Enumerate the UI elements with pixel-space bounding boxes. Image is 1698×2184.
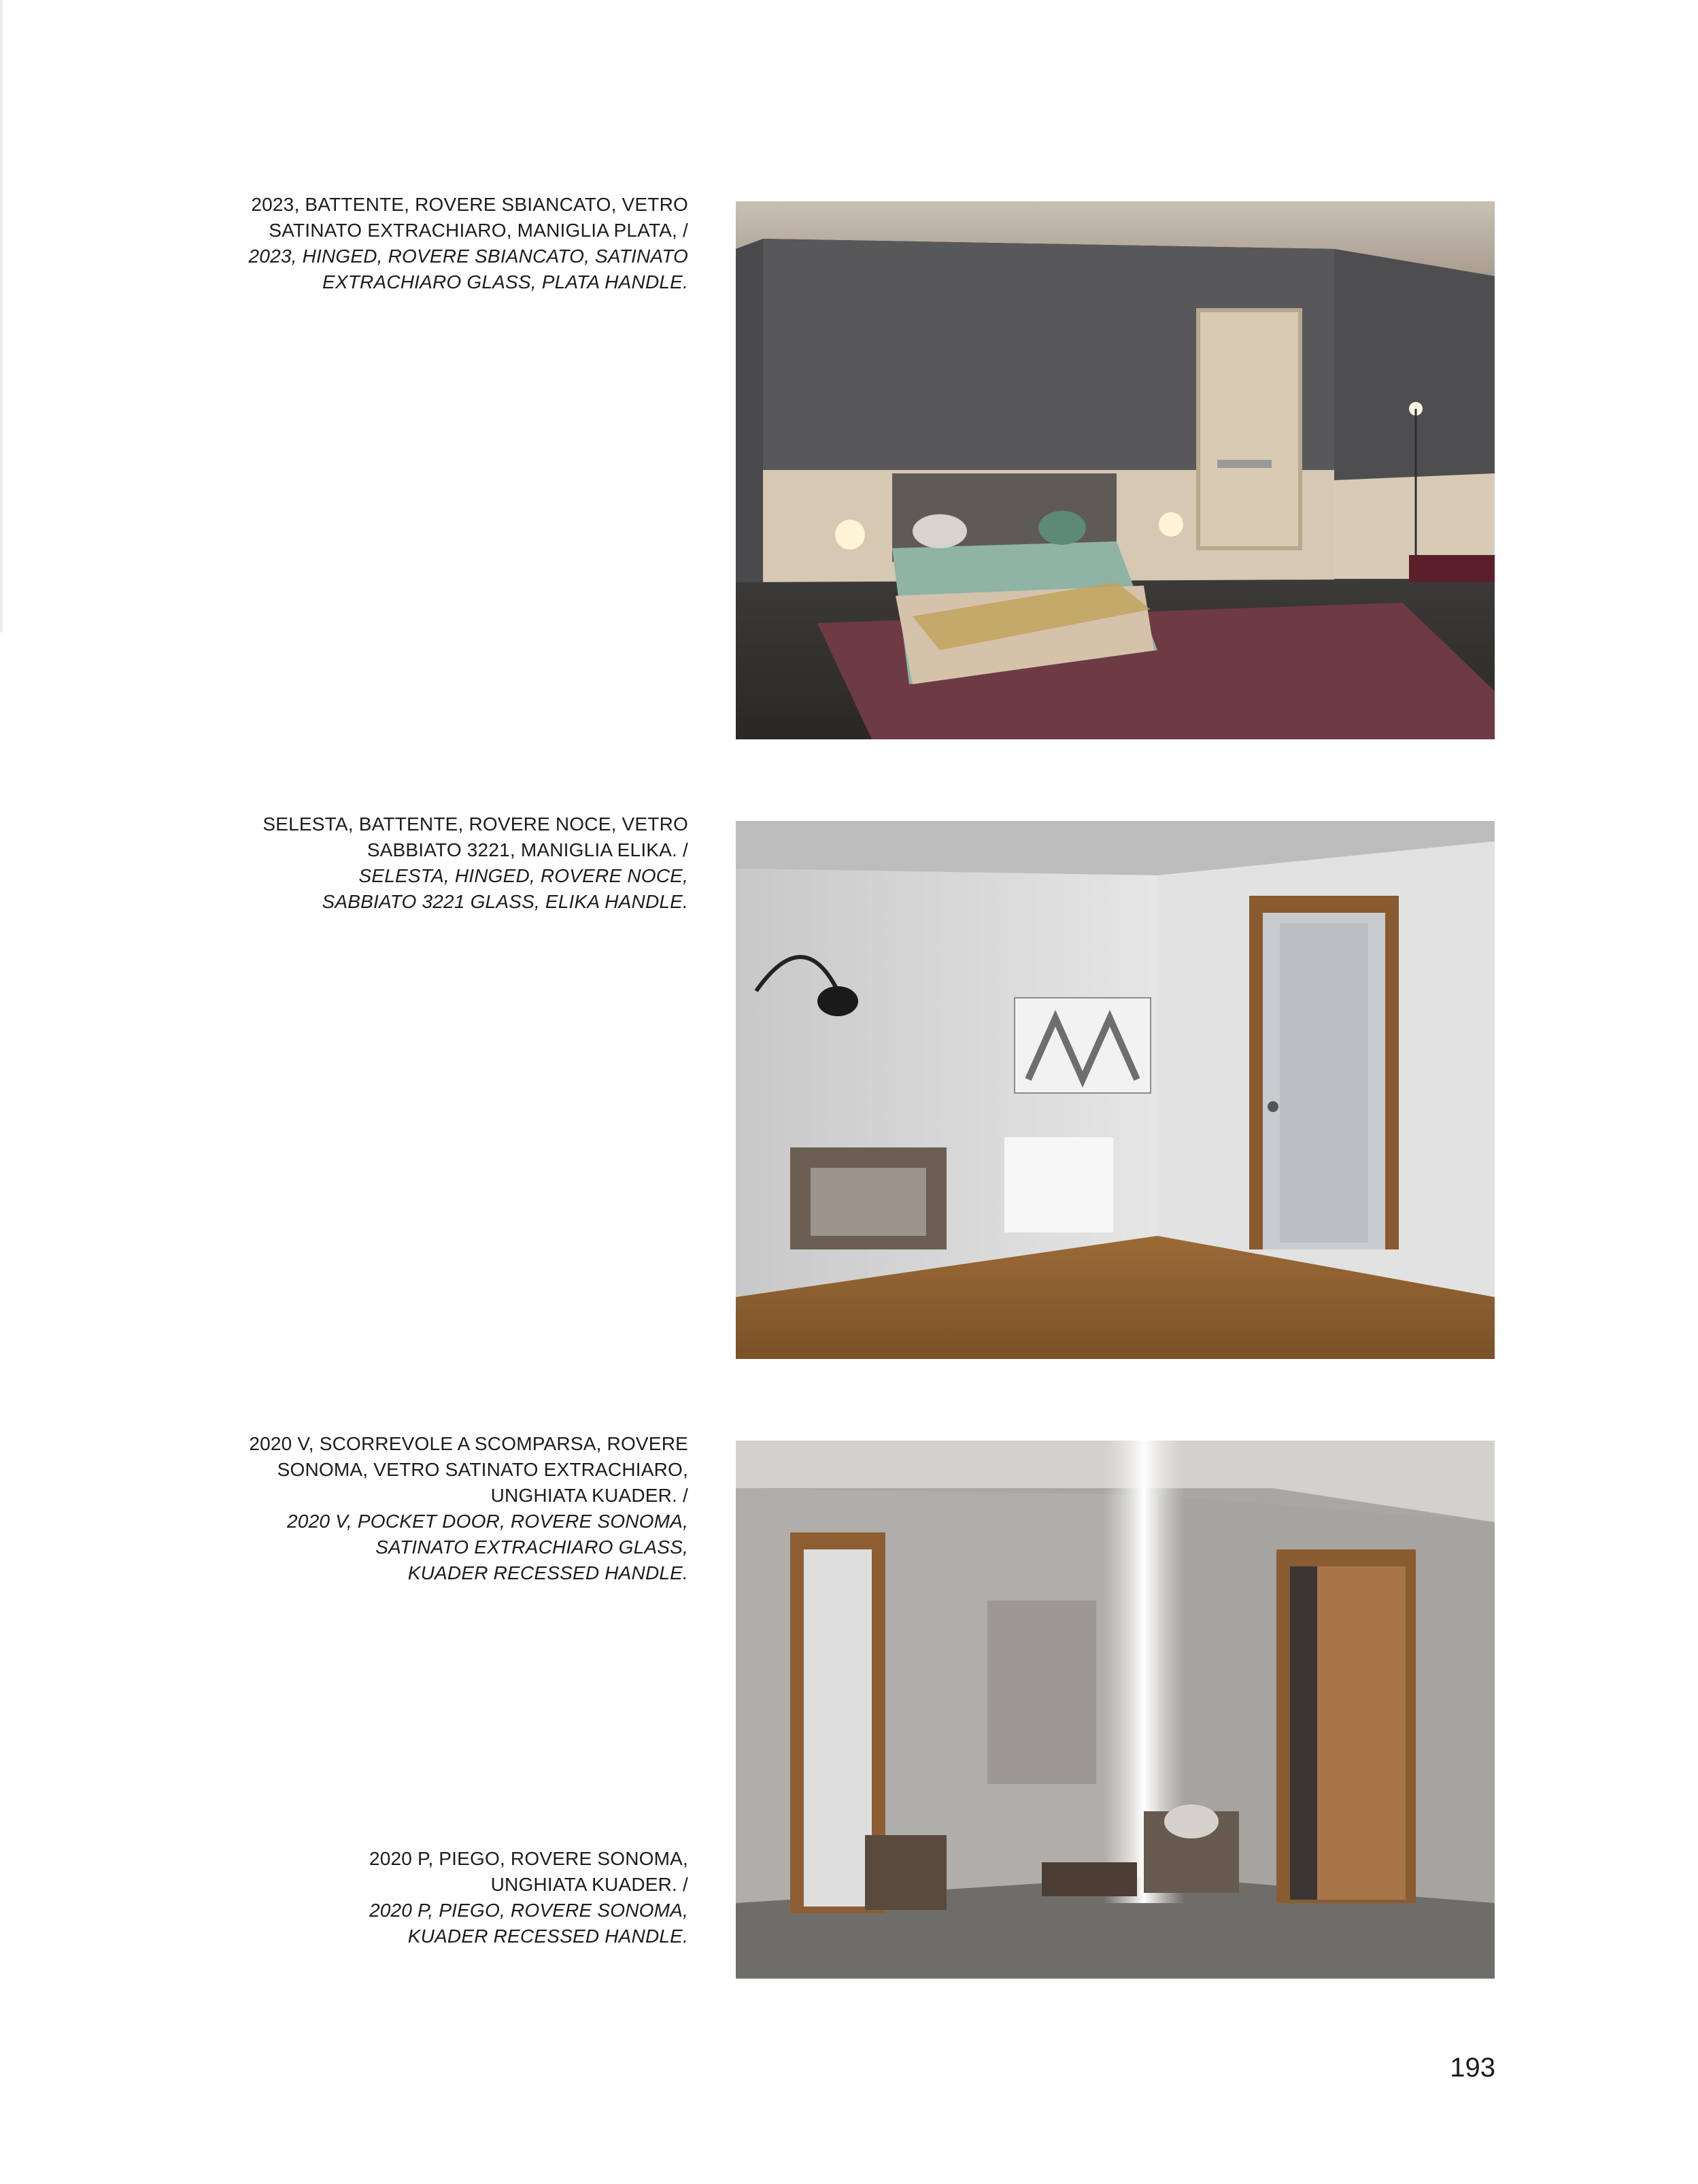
caption-line-english: SATINATO EXTRACHIARO GLASS, [375, 1536, 688, 1558]
caption-line: 2023, BATTENTE, ROVERE SBIANCATO, VETRO [251, 194, 688, 215]
caption-line: SELESTA, BATTENTE, ROVERE NOCE, VETRO [262, 813, 688, 835]
caption-line-english: SELESTA, HINGED, ROVERE NOCE, [358, 865, 688, 886]
bedroom-photo [736, 201, 1495, 739]
living-room-photo [736, 821, 1495, 1359]
caption-2020v-pocket-door [76, 1431, 688, 1586]
page-number: 193 [1450, 2053, 1495, 2083]
caption-line-english: SABBIATO 3221 GLASS, ELIKA HANDLE. [322, 891, 688, 912]
caption-line-english: 2023, HINGED, ROVERE SBIANCATO, SATINATO [248, 246, 688, 267]
caption-line: 2020 P, PIEGO, ROVERE SONOMA, [369, 1848, 688, 1869]
caption-2023-hinged [76, 192, 688, 295]
hallway-photo [736, 1441, 1495, 1979]
caption-line: SONOMA, VETRO SATINATO EXTRACHIARO, [277, 1459, 688, 1480]
caption-line: SABBIATO 3221, MANIGLIA ELIKA. / [367, 839, 688, 860]
caption-line-english: KUADER RECESSED HANDLE. [407, 1926, 688, 1947]
caption-line-english: KUADER RECESSED HANDLE. [407, 1562, 688, 1583]
page-edge-rule [0, 0, 3, 633]
caption-line-english: 2020 P, PIEGO, ROVERE SONOMA, [369, 1900, 688, 1921]
caption-line: 2020 V, SCORREVOLE A SCOMPARSA, ROVERE [249, 1433, 688, 1454]
caption-selesta-hinged [76, 811, 688, 915]
caption-line-english: 2020 V, POCKET DOOR, ROVERE SONOMA, [287, 1511, 688, 1532]
caption-line-english: EXTRACHIARO GLASS, PLATA HANDLE. [322, 271, 688, 292]
caption-line: UNGHIATA KUADER. / [490, 1874, 688, 1895]
caption-line: SATINATO EXTRACHIARO, MANIGLIA PLATA, / [269, 220, 688, 241]
caption-2020p-piego [76, 1846, 688, 1949]
caption-line: UNGHIATA KUADER. / [490, 1485, 688, 1506]
